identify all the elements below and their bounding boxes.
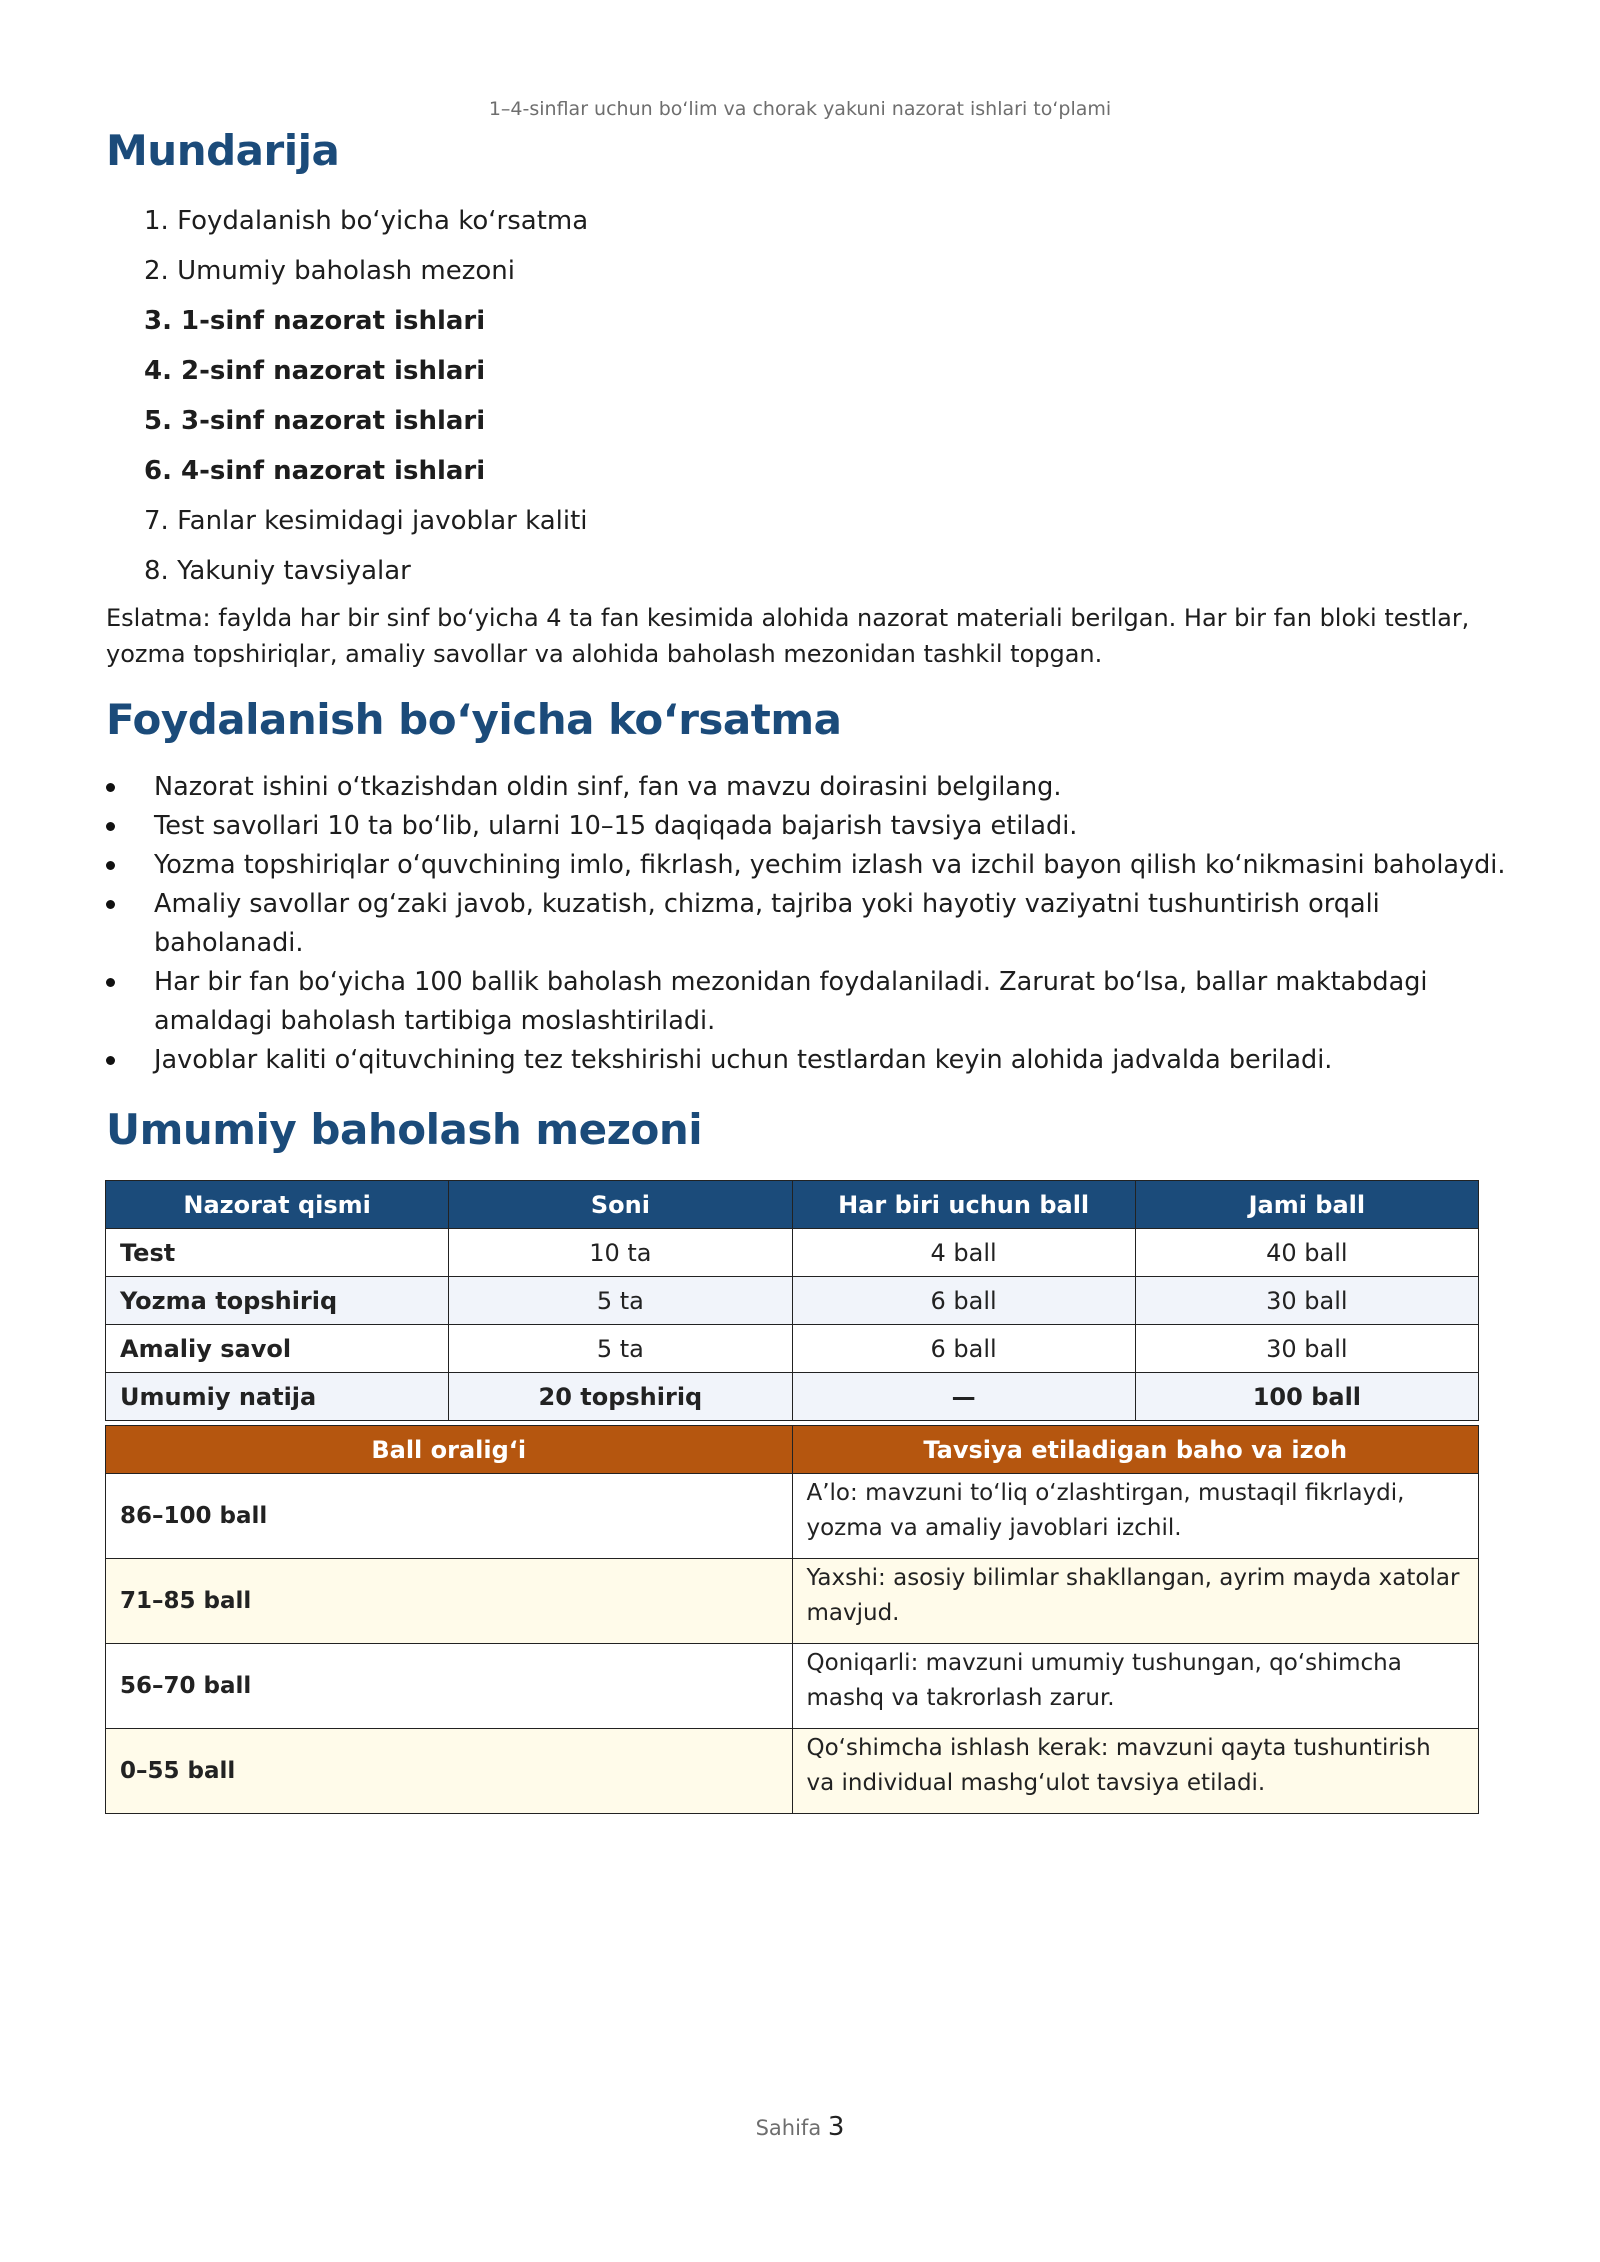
bullet-icon bbox=[106, 1056, 115, 1065]
table-row bbox=[106, 1474, 1479, 1559]
grading-table bbox=[105, 1180, 1479, 1421]
bullet-icon bbox=[106, 900, 115, 909]
bullet-icon bbox=[106, 978, 115, 987]
table-cell: 5 ta bbox=[449, 1277, 792, 1325]
usage-item bbox=[106, 846, 1506, 885]
description-cell: Qoniqarli: mavzuni umumiy tushungan, qo‘shimcha mashq va takrorlash zarur. bbox=[792, 1644, 1479, 1729]
page-number: 3 bbox=[827, 2112, 845, 2142]
table-cell: 5 ta bbox=[449, 1325, 792, 1373]
usage-item-text: Har bir fan bo‘yicha 100 ballik baholash mezonidan foydalaniladi. Zarurat bo‘lsa, ballar maktabdagi amaldagi baholash tartibiga moslashtiriladi. bbox=[154, 967, 1428, 1036]
toc-item[interactable]: 5. 3-sinf nazorat ishlari bbox=[144, 406, 486, 436]
total-row bbox=[106, 1373, 1479, 1421]
usage-item bbox=[106, 807, 1506, 846]
toc-item[interactable]: 3. 1-sinf nazorat ishlari bbox=[144, 306, 486, 336]
toc-item[interactable]: 1. Foydalanish bo‘yicha ko‘rsatma bbox=[144, 206, 589, 236]
toc-item[interactable]: 7. Fanlar kesimidagi javoblar kaliti bbox=[144, 506, 588, 536]
table-cell: 6 ball bbox=[792, 1325, 1135, 1373]
usage-item bbox=[106, 963, 1506, 1041]
contents-title: Mundarija bbox=[106, 126, 340, 175]
usage-item-text: Test savollari 10 ta bo‘lib, ularni 10–15 daqiqada bajarish tavsiya etiladi. bbox=[154, 811, 1078, 841]
usage-item-text: Nazorat ishini o‘tkazishdan oldin sinf, fan va mavzu doirasini belgilang. bbox=[154, 772, 1062, 802]
score-range-table bbox=[105, 1425, 1479, 1814]
toc-item[interactable]: 8. Yakuniy tavsiyalar bbox=[144, 556, 411, 586]
column-header: Ball oralig‘i bbox=[106, 1426, 793, 1474]
table-cell: 30 ball bbox=[1135, 1325, 1478, 1373]
column-header: Har biri uchun ball bbox=[792, 1181, 1135, 1229]
usage-item bbox=[106, 1041, 1506, 1080]
range-cell: 71–85 ball bbox=[106, 1559, 793, 1644]
range-cell: 56–70 ball bbox=[106, 1644, 793, 1729]
table-row bbox=[106, 1644, 1479, 1729]
table-cell: 6 ball bbox=[792, 1277, 1135, 1325]
page-label: Sahifa bbox=[755, 2116, 822, 2140]
toc-item[interactable]: 4. 2-sinf nazorat ishlari bbox=[144, 356, 486, 386]
table-header-row bbox=[106, 1426, 1479, 1474]
running-header: 1–4-sinflar uchun bo‘lim va chorak yakuni nazorat ishlari to‘plami bbox=[488, 98, 1112, 120]
table-row bbox=[106, 1559, 1479, 1644]
page-footer bbox=[0, 2112, 1600, 2142]
bullet-icon bbox=[106, 822, 115, 831]
table-cell: 30 ball bbox=[1135, 1277, 1478, 1325]
usage-item-text: Yozma topshiriqlar o‘quvchining imlo, fikrlash, yechim izlash va izchil bayon qilish ko‘nikmasini baholaydi. bbox=[154, 850, 1506, 880]
table-cell: 20 topshiriq bbox=[449, 1373, 792, 1421]
grading-title: Umumiy baholash mezoni bbox=[106, 1105, 703, 1154]
column-header: Jami ball bbox=[1135, 1181, 1478, 1229]
usage-item-text: Amaliy savollar og‘zaki javob, kuzatish, chizma, tajriba yoki hayotiy vaziyatni tushuntirish orqali baholanadi. bbox=[154, 889, 1380, 958]
table-cell: Amaliy savol bbox=[106, 1325, 449, 1373]
range-cell: 0–55 ball bbox=[106, 1729, 793, 1814]
range-cell: 86–100 ball bbox=[106, 1474, 793, 1559]
table-cell: Test bbox=[106, 1229, 449, 1277]
table-of-contents bbox=[144, 200, 588, 600]
column-header: Soni bbox=[449, 1181, 792, 1229]
table-cell: Yozma topshiriq bbox=[106, 1277, 449, 1325]
toc-item[interactable]: 2. Umumiy baholash mezoni bbox=[144, 256, 515, 286]
table-cell: 40 ball bbox=[1135, 1229, 1478, 1277]
description-cell: A’lo: mavzuni to‘liq o‘zlashtirgan, mustaqil fikrlaydi, yozma va amaliy javoblari izchil. bbox=[792, 1474, 1479, 1559]
usage-list bbox=[106, 768, 1506, 1080]
table-cell: — bbox=[792, 1373, 1135, 1421]
table-row bbox=[106, 1325, 1479, 1373]
column-header: Nazorat qismi bbox=[106, 1181, 449, 1229]
toc-item[interactable]: 6. 4-sinf nazorat ishlari bbox=[144, 456, 486, 486]
usage-item bbox=[106, 768, 1506, 807]
table-header-row bbox=[106, 1181, 1479, 1229]
table-row bbox=[106, 1729, 1479, 1814]
description-cell: Yaxshi: asosiy bilimlar shakllangan, ayrim mayda xatolar mavjud. bbox=[792, 1559, 1479, 1644]
column-header: Tavsiya etiladigan baho va izoh bbox=[792, 1426, 1479, 1474]
usage-item bbox=[106, 885, 1506, 963]
table-cell: Umumiy natija bbox=[106, 1373, 449, 1421]
usage-title: Foydalanish boʻyicha koʻrsatma bbox=[106, 695, 842, 744]
bullet-icon bbox=[106, 783, 115, 792]
table-row bbox=[106, 1229, 1479, 1277]
usage-item-text: Javoblar kaliti o‘qituvchining tez tekshirishi uchun testlardan keyin alohida jadvalda beriladi. bbox=[154, 1045, 1333, 1075]
table-cell: 100 ball bbox=[1135, 1373, 1478, 1421]
table-cell: 10 ta bbox=[449, 1229, 792, 1277]
table-cell: 4 ball bbox=[792, 1229, 1135, 1277]
bullet-icon bbox=[106, 861, 115, 870]
description-cell: Qo‘shimcha ishlash kerak: mavzuni qayta tushuntirish va individual mashg‘ulot tavsiya etiladi. bbox=[792, 1729, 1479, 1814]
contents-note: Eslatma: faylda har bir sinf bo‘yicha 4 ta fan kesimida alohida nazorat materiali berilgan. Har bir fan bloki testlar, yozma topshiriqlar, amaliy savollar va alohida baholash mezonidan tashkil topgan. bbox=[106, 604, 1470, 668]
table-row bbox=[106, 1277, 1479, 1325]
